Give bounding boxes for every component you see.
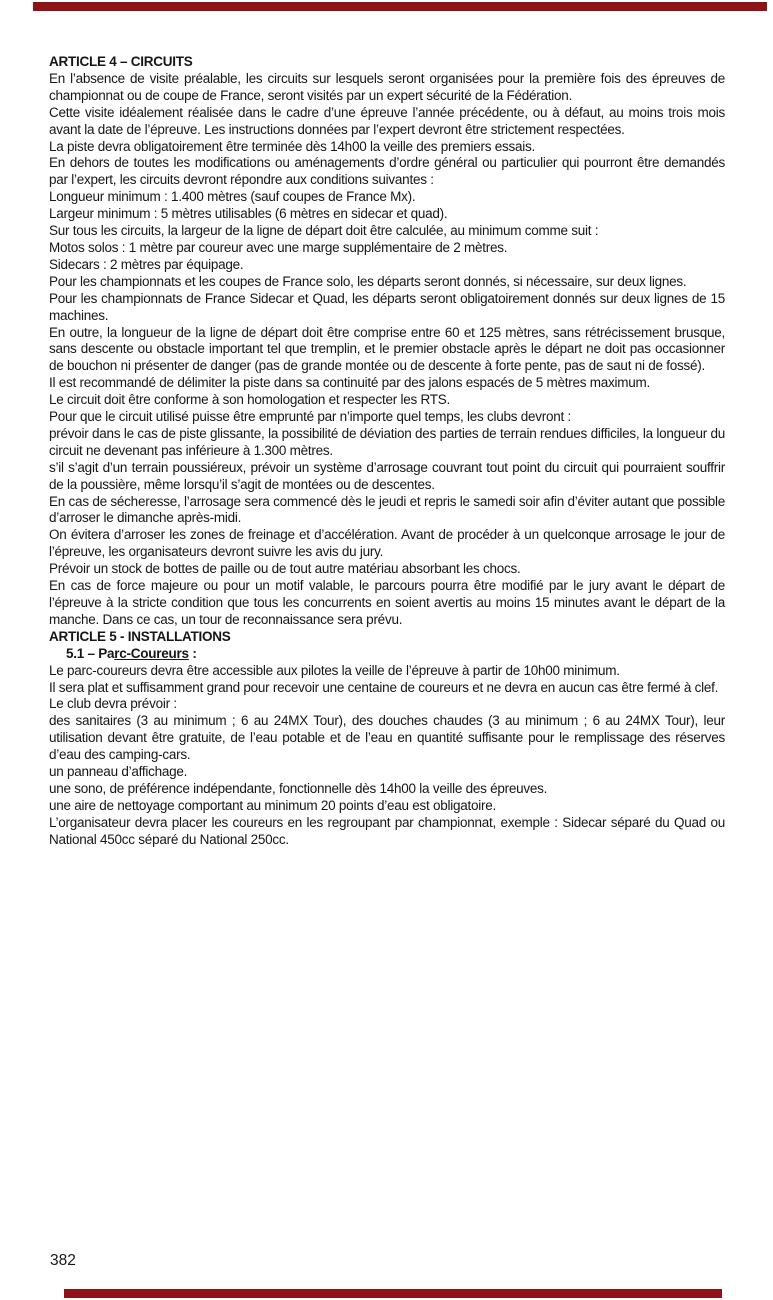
paragraph: L’organisateur devra placer les coureurs en les regroupant par championnat, exemple : Sidecar séparé du Quad ou National 450cc séparé du National 250cc. [49, 814, 725, 847]
paragraph: En outre, la longueur de la ligne de départ doit être comprise entre 60 et 125 mètres, sans rétrécissement brusque, sans descente ou obstacle important tel que tremplin, et le premier obstacle après le départ ne doit pas occasionner de bouchon ni présenter de danger (pas de grande montée ou de descente à forte pente, pas de saut ni de fossé). [49, 324, 725, 374]
paragraph: Le club devra prévoir : [49, 696, 177, 712]
document-body [49, 54, 725, 849]
paragraph: s’il s’agit d’un terrain poussiéreux, prévoir un système d’arrosage couvrant tout point du circuit qui pourraient souffrir de la poussière, même lorsqu’il s’agit de montées ou de descentes. [49, 459, 725, 492]
paragraph: Il sera plat et suffisamment grand pour recevoir une centaine de coureurs et ne devra en aucun cas être fermé à clef. [49, 679, 719, 695]
paragraph: En cas de force majeure ou pour un motif valable, le parcours pourra être modifié par le jury avant le départ de l’épreuve à la stricte condition que tous les concurrents en soient avertis au moins 15 minutes avant le départ de la manche. Dans ce cas, un tour de reconnaissance sera prévu. [49, 578, 725, 627]
top-page-divider [33, 2, 767, 11]
article-5-heading: ARTICLE 5 - INSTALLATIONS [49, 628, 231, 644]
page-number: 382 [50, 1252, 76, 1269]
list-item: un panneau d’affichage. [49, 764, 188, 780]
list-item: Sidecars : 2 mètres par équipage. [49, 256, 244, 272]
section-5-1-heading [49, 646, 725, 663]
paragraph: En dehors de toutes les modifications ou aménagements d’ordre général ou particulier qui pourront être demandés par l’expert, les circuits devront répondre aux conditions suivantes : [49, 155, 725, 188]
list-item: Motos solos : 1 mètre par coureur avec une marge supplémentaire de 2 mètres. [49, 239, 508, 255]
paragraph: prévoir dans le cas de piste glissante, la possibilité de déviation des parties de terrain rendues difficiles, la longueur du circuit ne devenant pas inférieure à 1.300 mètres. [49, 425, 725, 458]
section-5-1-suffix: : [188, 645, 197, 661]
paragraph: Sur tous les circuits, la largeur de la ligne de départ doit être calculée, au minimum comme suit : [49, 223, 599, 239]
article-4-heading: ARTICLE 4 – CIRCUITS [49, 54, 193, 69]
paragraph: En l’absence de visite préalable, les circuits sur lesquels seront organisées pour la première fois des épreuves de championnat ou de coupe de France, seront visités par un expert sécurité de la Fédération. [49, 70, 725, 103]
list-item: une sono, de préférence indépendante, fonctionnelle dès 14h00 la veille des épreuves. [49, 780, 548, 796]
paragraph: Il est recommandé de délimiter la piste dans sa continuité par des jalons espacés de 5 mètres maximum. [49, 375, 651, 391]
paragraph: On évitera d’arroser les zones de freinage et d’accélération. Avant de procéder à un quelconque arrosage le jour de l’épreuve, les organisateurs devront suivre les avis du jury. [49, 527, 725, 560]
list-item: Longueur minimum : 1.400 mètres (sauf coupes de France Mx). [49, 189, 416, 205]
paragraph: Pour les championnats de France Sidecar et Quad, les départs seront obligatoirement donnés sur deux lignes de 15 machines. [49, 290, 725, 323]
section-5-1-underlined: rc-Coureurs [114, 645, 189, 661]
paragraph: En cas de sécheresse, l’arrosage sera commencé dès le jeudi et repris le samedi soir afin d’éviter autant que possible d’arroser le dimanche après-midi. [49, 493, 725, 526]
paragraph: Le parc-coureurs devra être accessible aux pilotes la veille de l’épreuve à partir de 10h00 minimum. [49, 662, 620, 678]
list-item: une aire de nettoyage comportant au minimum 20 points d’eau est obligatoire. [49, 797, 497, 813]
paragraph: Cette visite idéalement réalisée dans le cadre d’une épreuve l’année précédente, ou à défaut, au moins trois mois avant la date de l’épreuve. Les instructions données par l’expert devront être strictement respectées. [49, 104, 725, 137]
paragraph: La piste devra obligatoirement être terminée dès 14h00 la veille des premiers essais. [49, 138, 536, 154]
section-5-1-prefix: 5.1 – Pa [66, 645, 115, 661]
paragraph: Prévoir un stock de bottes de paille ou de tout autre matériau absorbant les chocs. [49, 561, 521, 577]
bottom-page-divider [64, 1289, 722, 1298]
paragraph: Le circuit doit être conforme à son homologation et respecter les RTS. [49, 392, 450, 408]
list-item: Largeur minimum : 5 mètres utilisables (6 mètres en sidecar et quad). [49, 206, 448, 222]
paragraph: Pour les championnats et les coupes de France solo, les départs seront donnés, si nécessaire, sur deux lignes. [49, 273, 687, 289]
list-item: des sanitaires (3 au minimum ; 6 au 24MX Tour), des douches chaudes (3 au minimum ; 6 au 24MX Tour), leur utilisation devant être gratuite, de l’eau potable et de l’eau en quantité suffisante pour le remplissage des réserves d’eau des camping-cars. [49, 713, 725, 763]
paragraph: Pour que le circuit utilisé puisse être emprunté par n’importe quel temps, les clubs devront : [49, 409, 572, 425]
